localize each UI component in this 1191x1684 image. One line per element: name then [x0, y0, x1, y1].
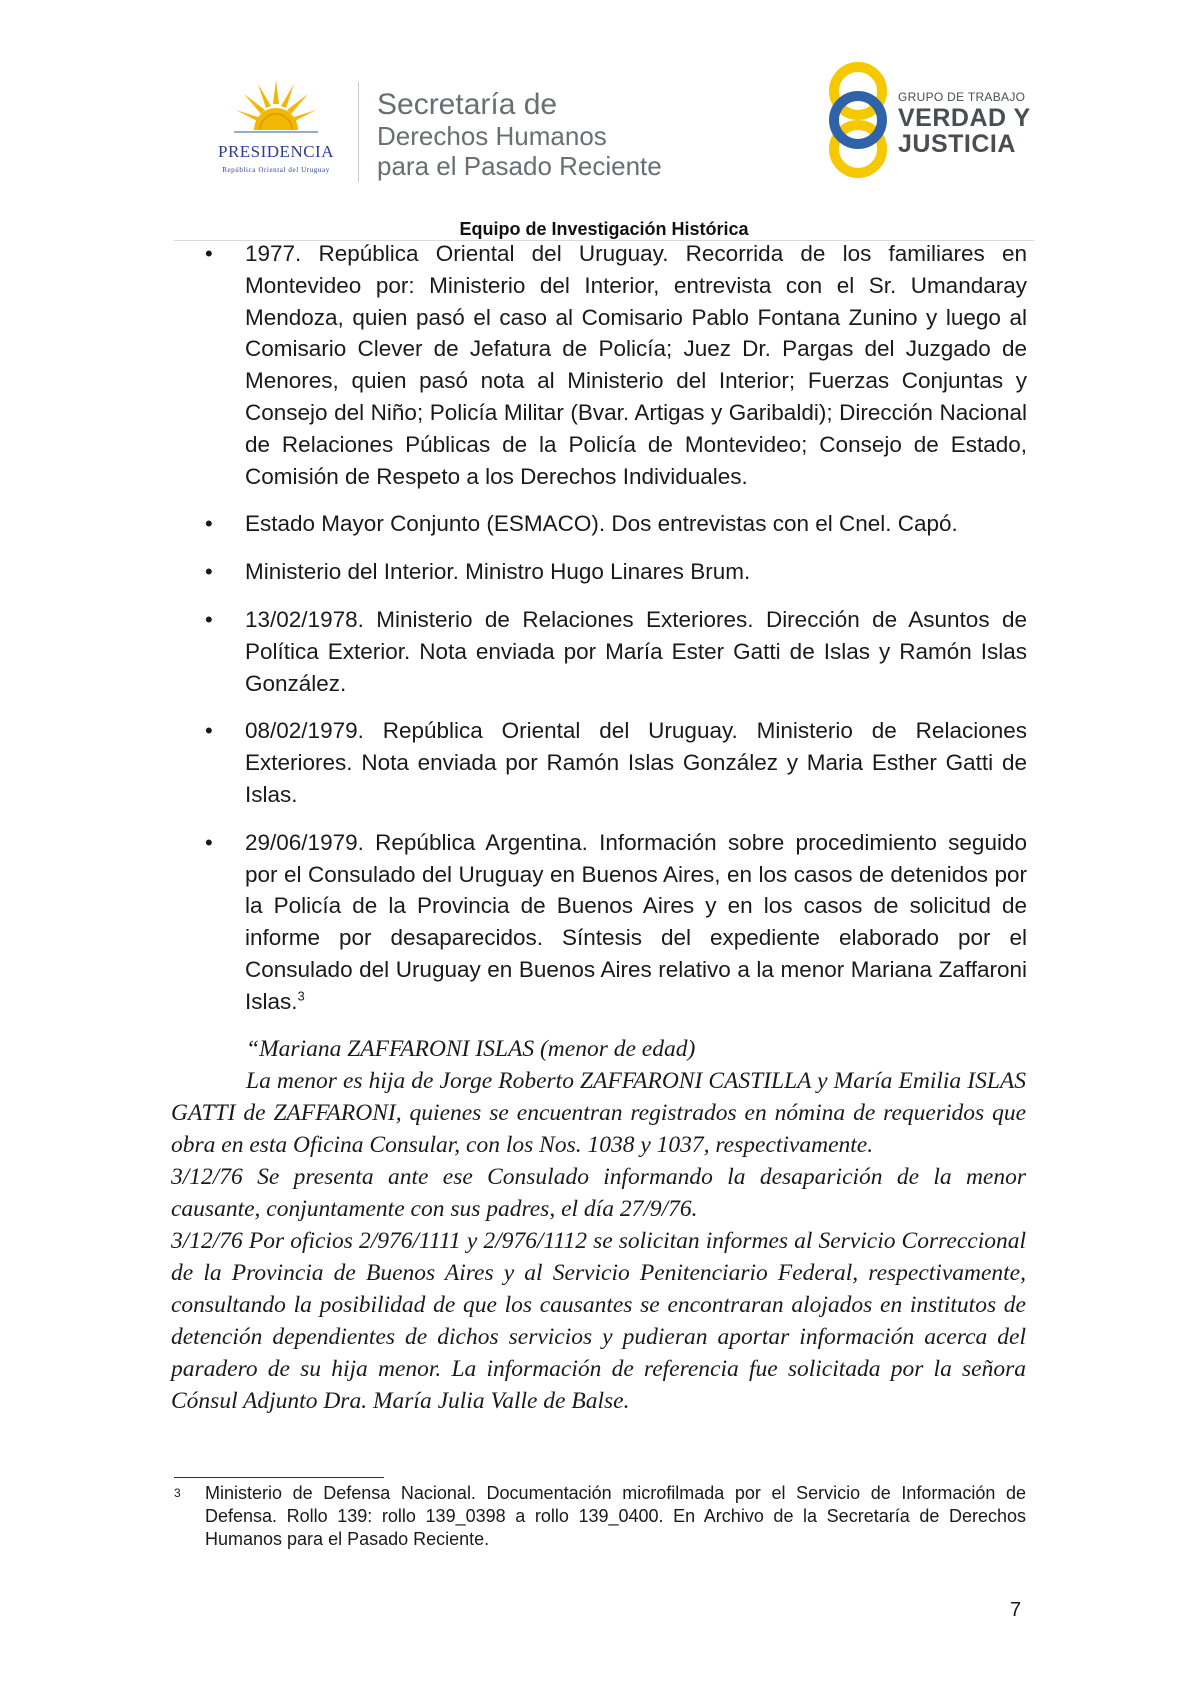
presidencia-title: PRESIDENCIA — [217, 142, 334, 161]
page-number: 7 — [1010, 1599, 1022, 1621]
bullet-text: 1977. República Oriental del Uruguay. Recorrida de los familiares en Montevideo por: Ministerio del Interior, entrevista con el Sr. Umandaray Mendoza, quien pasó el caso al Comisario Pablo Fontana Zunino y luego al Comisario Clever de Jefatura de Policía; Juez Dr. Pargas del Juzgado de Menores, quien pasó nota al Ministerio del Interior; Fuerzas Conjuntas y Consejo del Niño; Policía Militar (Bvar. Artigas y Garibaldi); Dirección Nacional de Relaciones Públicas de la Policía de Montevideo; Consejo de Estado, Comisión de Respeto a los Derechos Individuales. — [245, 241, 1027, 489]
bullet-icon: • — [205, 511, 213, 537]
footnote — [174, 1482, 1026, 1551]
bullet-text: Estado Mayor Conjunto (ESMACO). Dos entrevistas con el Cnel. Capó. — [245, 511, 958, 537]
list-item — [205, 715, 1027, 810]
grupo-de-trabajo-label: GRUPO DE TRABAJO — [898, 90, 1026, 104]
bullet-text — [245, 827, 1027, 1018]
list-item — [205, 556, 1027, 588]
presidencia-subtitle: República Oriental del Uruguay — [222, 166, 330, 174]
secretaria-line2: Derechos Humanos — [377, 121, 607, 151]
bullet-icon: • — [205, 718, 213, 744]
footnote-text: Ministerio de Defensa Nacional. Documentación microfilmada por el Servicio de Información de Defensa. Rollo 139: rollo 139_0398 a rollo 139_0400. En Archivo de la Secretaría de Derechos Humanos para el Pasado Reciente. — [205, 1483, 1026, 1549]
bullet-text: 13/02/1978. Ministerio de Relaciones Exteriores. Dirección de Asuntos de Política Exterior. Nota enviada por María Ester Gatti de Islas y Ramón Islas González. — [245, 606, 1027, 696]
list-item — [205, 604, 1027, 699]
bullet-text: Ministerio del Interior. Ministro Hugo Linares Brum. — [245, 559, 751, 585]
list-item — [205, 827, 1027, 1018]
bullet-list — [205, 238, 1027, 1034]
interlocking-rings-icon — [822, 58, 894, 182]
secretaria-line3: para el Pasado Reciente — [377, 151, 662, 181]
bullet-icon: • — [205, 606, 213, 632]
footnote-number: 3 — [174, 1486, 181, 1500]
page-header — [0, 0, 1191, 200]
sun-icon — [234, 78, 318, 142]
bullet-icon: • — [205, 559, 213, 585]
header-divider — [358, 82, 359, 182]
list-item — [205, 508, 1027, 540]
quote-heading: “Mariana ZAFFARONI ISLAS (menor de edad) — [246, 1036, 696, 1062]
quote-paragraph: La menor es hija de Jorge Roberto ZAFFARONI CASTILLA y María Emilia ISLAS GATTI de ZAFFARONI, quienes se encuentran registrados en nómina de requeridos que obra en esta Oficina Consular, con los Nos. 1038 y 1037, respectivamente. — [171, 1068, 1026, 1158]
verdad-y-justicia-logo — [822, 58, 1042, 188]
presidencia-logo — [196, 78, 356, 178]
section-title: Equipo de Investigación Histórica — [459, 219, 749, 239]
footnote-separator — [174, 1477, 384, 1478]
bullet-icon: • — [205, 241, 213, 266]
bullet-text-body: 29/06/1979. República Argentina. Información sobre procedimiento seguido por el Consulado del Uruguay en Buenos Aires, en los casos de detenidos por la Policía de la Provincia de Buenos Aires y en los casos de solicitud de informe por desaparecidos. Síntesis del expediente elaborado por el Consulado del Uruguay en Buenos Aires relativo a la menor Mariana Zaffaroni Islas. — [245, 829, 1027, 1014]
secretaria-logo-text — [377, 88, 662, 181]
secretaria-line1: Secretaría de — [377, 88, 558, 121]
justicia-label: JUSTICIA — [898, 130, 1016, 158]
quote-paragraph: 3/12/76 Se presenta ante ese Consulado informando la desaparición de la menor causante, conjuntamente con sus padres, el día 27/9/76. — [171, 1164, 1026, 1222]
verdad-label: VERDAD Y — [898, 104, 1031, 132]
quote-paragraph: 3/12/76 Por oficios 2/976/1111 y 2/976/1112 se solicitan informes al Servicio Correccional de la Provincia de Buenos Aires y al Servicio Penitenciario Federal, respectivamente, consultando la posibilidad de que los causantes se encontraran alojados en institutos de detención dependientes de dichos servicios y pudieran aportar información acerca del paradero de su hija menor. La información de referencia fue solicitada por la señora Cónsul Adjunto Dra. María Julia Valle de Balse. — [171, 1228, 1026, 1414]
footnote-reference[interactable]: 3 — [297, 988, 305, 1004]
bullet-icon: • — [205, 829, 213, 855]
quoted-record — [171, 1033, 1026, 1417]
bullet-text: 08/02/1979. República Oriental del Uruguay. Ministerio de Relaciones Exteriores. Nota enviada por Ramón Islas González y Maria Esther Gatti de Islas. — [245, 718, 1027, 807]
list-item — [205, 238, 1027, 492]
